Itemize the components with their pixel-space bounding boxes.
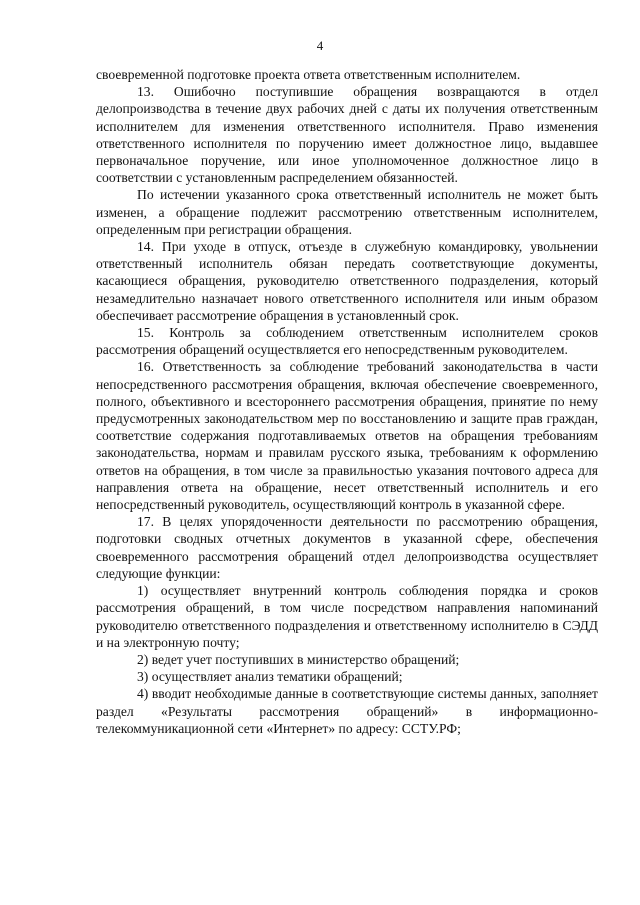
page-number: 4	[316, 38, 324, 53]
list-item-1: 1) осуществляет внутренний контроль соблюдения порядка и сроков рассмотрения обращений, в том числе посредством направления напоминаний руководителю ответственного подразделения и ответственному исполнителю в СЭДД и на электронную почту;	[96, 583, 598, 650]
paragraph-14: 14. При уходе в отпуск, отъезде в служебную командировку, увольнении ответственный исполнитель обязан передать соответствующие документы, касающиеся обращения, руководителю ответственного подразделения, который незамедлительно назначает нового ответственного исполнителя или иным образом обеспечивает рассмотрение обращения в установленный срок.	[96, 239, 598, 323]
paragraph-16: 16. Ответственность за соблюдение требований законодательства в части непосредственного рассмотрения обращения, включая обеспечение своевременного, полного, объективного и всестороннего рассмотрения обращения, принятие по нему предусмотренных законодательством мер по восстановлению и защите прав граждан, соответствие содержания подготавливаемых ответов на обращения требованиям законодательства, нормам и правилам русского языка, требованиям к оформлению ответов на обращения, в том числе за правильностью указания почтового адреса для направления ответа на обращение, несет ответственный исполнитель и его непосредственный руководитель, осуществляющий контроль в указанной сфере.	[96, 359, 598, 513]
list-item-3: 3) осуществляет анализ тематики обращений;	[137, 669, 403, 685]
paragraph-13-note: По истечении указанного срока ответственный исполнитель не может быть изменен, а обращение подлежит рассмотрению ответственным исполнителем, определенным при регистрации обращения.	[96, 187, 598, 237]
paragraph-15: 15. Контроль за соблюдением ответственным исполнителем сроков рассмотрения обращений осуществляется его непосредственным руководителем.	[96, 325, 598, 358]
list-item-4: 4) вводит необходимые данные в соответствующие системы данных, заполняет раздел «Результаты рассмотрения обращений» в информационно-телекоммуникационной сети «Интернет» по адресу: ССТУ.РФ;	[96, 686, 598, 736]
paragraph-13: 13. Ошибочно поступившие обращения возвращаются в отдел делопроизводства в течение двух рабочих дней с даты их получения ответственным исполнителем для изменения ответственного исполнителя. Право изменения ответственного исполнителя по поручению имеет должностное лицо, выдавшее первоначальное поручение, или иное уполномоченное должностное лицо в соответствии с установленным распределением обязанностей.	[96, 84, 598, 186]
paragraph-continuation: своевременной подготовке проекта ответа ответственным исполнителем.	[96, 67, 521, 82]
paragraph-17: 17. В целях упорядоченности деятельности по рассмотрению обращения, подготовки сводных отчетных документов в указанной сфере, обеспечения своевременного рассмотрения обращений отдел делопроизводства осуществляет следующие функции:	[96, 514, 598, 581]
document-body	[96, 66, 598, 737]
list-item-2: 2) ведет учет поступивших в министерство обращений;	[137, 651, 460, 667]
